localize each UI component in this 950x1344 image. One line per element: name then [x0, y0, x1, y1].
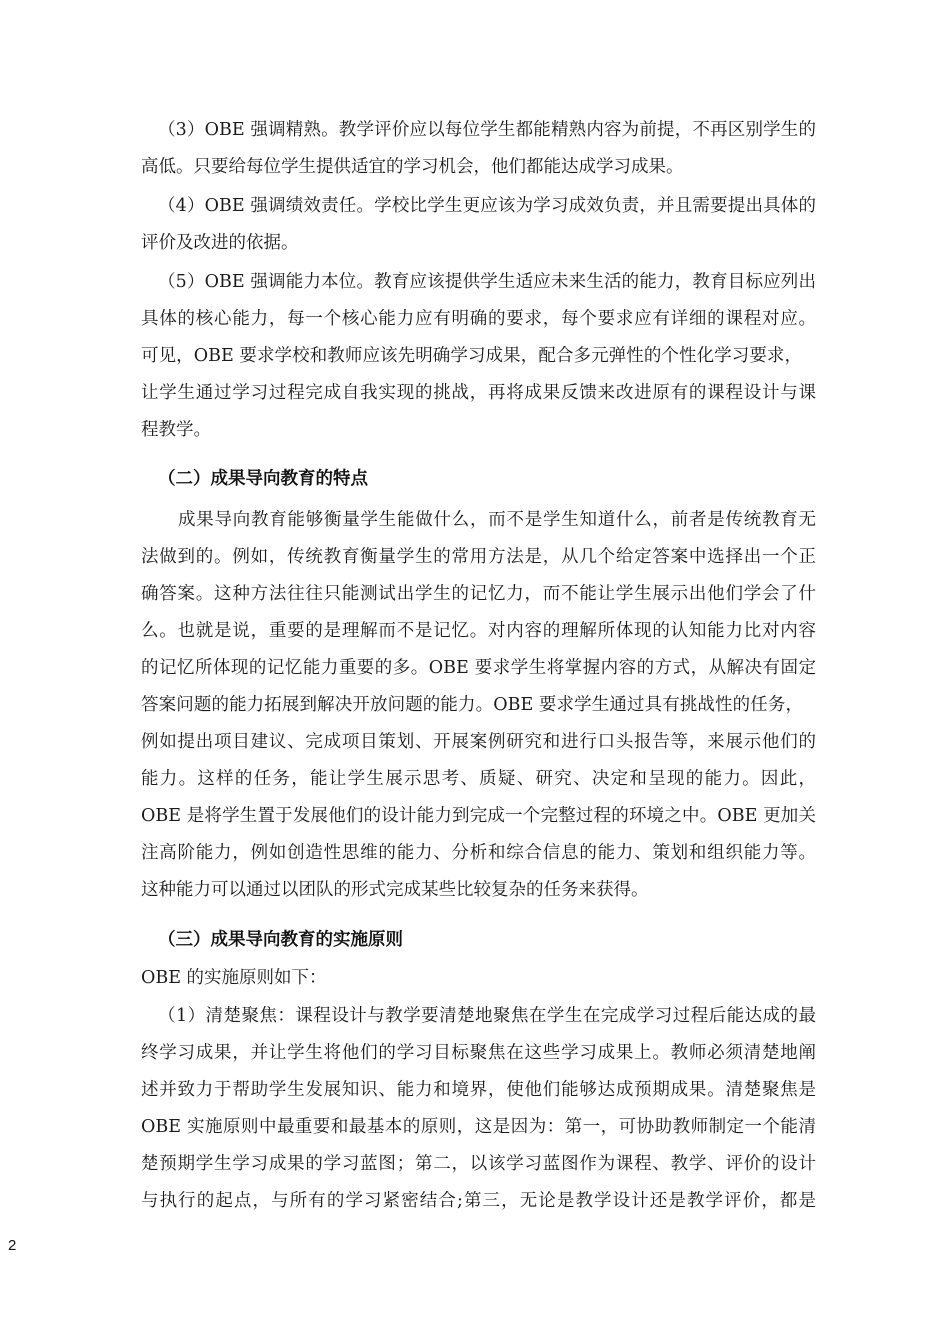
text-line: 具体的核心能力，每一个核心能力应有明确的要求，每个要求应有详细的课程对应。: [141, 309, 816, 329]
text-line: 程教学。: [141, 420, 211, 440]
text-line: 让学生通过学习过程完成自我实现的挑战，再将成果反馈来改进原有的课程设计与课: [141, 383, 816, 403]
text-line: （3）OBE 强调精熟。教学评价应以每位学生都能精熟内容为前提，不再区别学生的: [158, 120, 816, 140]
text-line: OBE 是将学生置于发展他们的设计能力到完成一个完整过程的环境之中。OBE 更加关: [141, 806, 816, 826]
text-line: OBE 的实施原则如下：: [141, 968, 327, 988]
text-line: 例如提出项目建议、完成项目策划、开展案例研究和进行口头报告等，来展示他们的: [141, 732, 816, 752]
text-line: 评价及改进的依据。: [141, 233, 299, 253]
text-line: 答案问题的能力拓展到解决开放问题的能力。OBE 要求学生通过具有挑战性的任务，: [141, 695, 803, 715]
text-line: 可见，OBE 要求学校和教师应该先明确学习成果，配合多元弹性的个性化学习要求，: [141, 346, 802, 366]
page-number: 2: [8, 1237, 17, 1254]
text-line: OBE 实施原则中最重要和最基本的原则，这是因为：第一，可协助教师制定一个能清: [141, 1117, 816, 1137]
section-heading: （二）成果导向教育的特点: [158, 469, 368, 489]
section-heading: （三）成果导向教育的实施原则: [158, 930, 403, 950]
text-line: 成果导向教育能够衡量学生能做什么，而不是学生知道什么，前者是传统教育无: [178, 510, 816, 530]
text-line: 述并致力于帮助学生发展知识、能力和境界，使他们能够达成预期成果。清楚聚焦是: [141, 1080, 816, 1100]
text-line: 法做到的。例如，传统教育衡量学生的常用方法是，从几个给定答案中选择出一个正: [141, 547, 816, 567]
text-line: 确答案。这种方法往往只能测试出学生的记忆力，而不能让学生展示出他们学会了什: [141, 584, 816, 604]
text-line: 么。也就是说，重要的是理解而不是记忆。对内容的理解所体现的认知能力比对内容: [141, 621, 816, 641]
text-line: 与执行的起点，与所有的学习紧密结合;第三，无论是教学设计还是教学评价，都是: [141, 1191, 816, 1211]
text-line: 这种能力可以通过以团队的形式完成某些比较复杂的任务来获得。: [141, 880, 649, 900]
text-line: 能力。这样的任务，能让学生展示思考、质疑、研究、决定和呈现的能力。因此，: [141, 769, 816, 789]
text-line: （1）清楚聚焦：课程设计与教学要清楚地聚焦在学生在完成学习过程后能达成的最: [158, 1006, 816, 1026]
text-line: 终学习成果，并让学生将他们的学习目标聚焦在这些学习成果上。教师必须清楚地阐: [141, 1043, 816, 1063]
text-line: 的记忆所体现的记忆能力重要的多。OBE 要求学生将掌握内容的方式，从解决有固定: [141, 658, 816, 678]
text-line: （5）OBE 强调能力本位。教育应该提供学生适应未来生活的能力，教育目标应列出: [158, 272, 816, 292]
text-line: 高低。只要给每位学生提供适宜的学习机会，他们都能达成学习成果。: [141, 157, 684, 177]
text-line: （4）OBE 强调绩效责任。学校比学生更应该为学习成效负责，并且需要提出具体的: [158, 196, 816, 216]
text-line: 楚预期学生学习成果的学习蓝图；第二，以该学习蓝图作为课程、教学、评价的设计: [141, 1154, 816, 1174]
text-line: 注高阶能力，例如创造性思维的能力、分析和综合信息的能力、策划和组织能力等。: [141, 843, 816, 863]
